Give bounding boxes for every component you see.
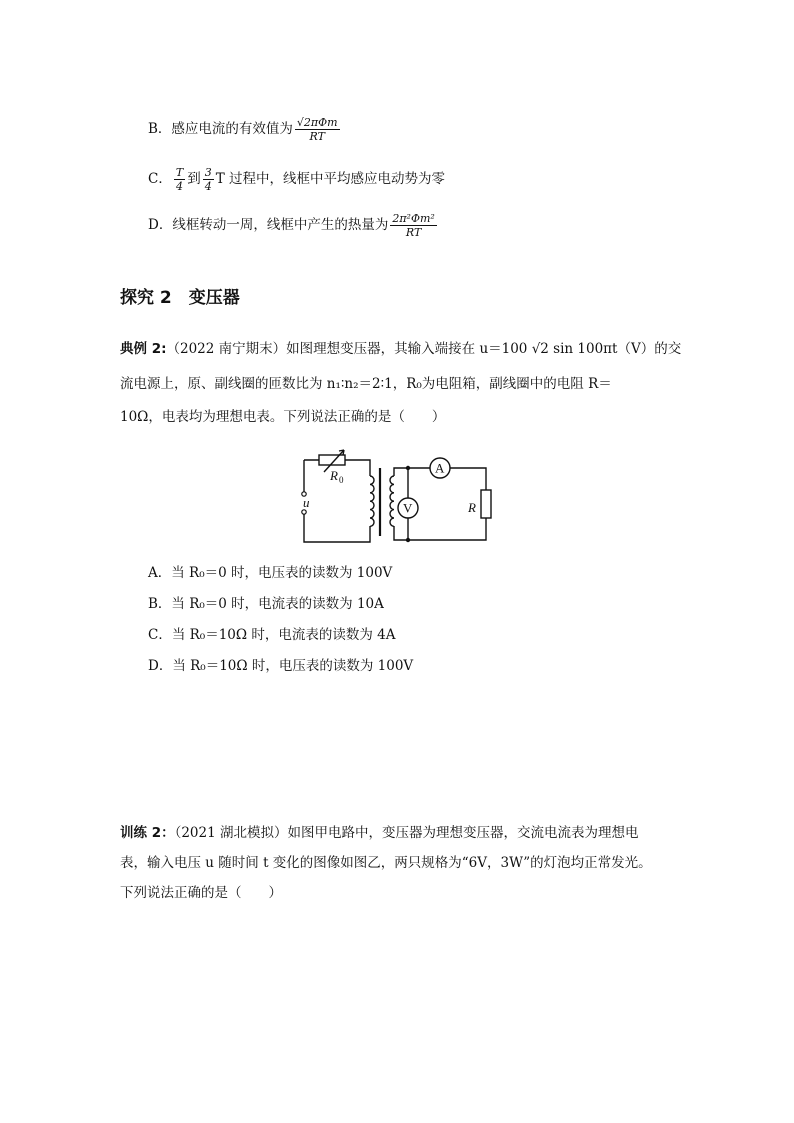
ammeter-label: A — [435, 460, 445, 476]
option-c-mid: 到 — [187, 171, 201, 187]
example-2-label: 典例 2: — [120, 341, 167, 357]
option-b-prev — [148, 116, 342, 143]
example-2-text-1: （2022 南宁期末）如图理想变压器，其输入端接在 u＝100 √2 sin 100πt（V）的交 — [166, 341, 682, 357]
option-c-fraction-2 — [203, 166, 214, 193]
example-2-line-1 — [120, 339, 681, 359]
option-c-label: C． — [148, 171, 172, 187]
r0-subscript: 0 — [339, 475, 344, 485]
section-heading: 探究 2 变压器 — [120, 288, 240, 308]
option-c-fraction-1 — [174, 166, 185, 193]
voltmeter-label: V — [403, 500, 413, 516]
training-2-text-1: （2021 湖北模拟）如图甲电路中，变压器为理想变压器，交流电流表为理想电 — [174, 825, 639, 841]
option-b-text: B．感应电流的有效值为 — [148, 121, 293, 137]
input-terminal-bottom — [302, 510, 306, 514]
junction-dot — [406, 538, 410, 542]
fraction-numerator: 2π²Φm² — [392, 212, 435, 225]
secondary-coil — [390, 476, 394, 526]
fraction-numerator: 3 — [204, 166, 212, 179]
example-2-line-2: 流电源上，原、副线圈的匝数比为 n₁∶n₂＝2∶1，R₀为电阻箱，副线圈中的电阻 R＝ — [120, 376, 612, 392]
secondary-top-wire — [394, 468, 430, 476]
fraction-numerator: √2πΦm — [296, 116, 338, 129]
fraction-numerator: T — [175, 166, 184, 179]
primary-coil — [370, 476, 374, 526]
example-2-option-a: A．当 R₀＝0 时，电压表的读数为 100V — [148, 565, 393, 581]
r0-label: R — [330, 468, 338, 483]
example-2-option-d: D．当 R₀＝10Ω 时，电压表的读数为 100V — [148, 658, 414, 674]
primary-left-wire-bottom — [304, 512, 370, 542]
option-c-prev — [148, 166, 445, 193]
example-2-line-3: 10Ω，电表均为理想电表。下列说法正确的是（ ） — [120, 409, 446, 425]
junction-dot — [406, 466, 410, 470]
training-2-line-2: 表，输入电压 u 随时间 t 变化的图像如图乙，两只规格为“6V，3W”的灯泡均正常发光。 — [120, 855, 652, 871]
training-2-line-3: 下列说法正确的是（ ） — [120, 885, 282, 901]
option-d-fraction — [390, 212, 437, 239]
fraction-denominator: 4 — [204, 180, 212, 193]
example-2-option-b: B．当 R₀＝0 时，电流表的读数为 10A — [148, 596, 384, 612]
fraction-denominator: 4 — [176, 180, 184, 193]
r-label: R — [468, 500, 476, 515]
option-d-prev — [148, 212, 439, 239]
fraction-denominator: RT — [309, 130, 325, 143]
transformer-circuit-diagram — [294, 448, 500, 550]
training-2-line-1 — [120, 823, 639, 843]
training-2-label: 训练 2： — [120, 825, 175, 841]
u-label: u — [303, 495, 310, 510]
secondary-top-right-wire — [450, 468, 486, 490]
option-b-fraction — [295, 116, 340, 143]
r-resistor — [481, 490, 491, 518]
example-2-option-c: C．当 R₀＝10Ω 时，电流表的读数为 4A — [148, 627, 396, 643]
option-d-text: D．线框转动一周，线框中产生的热量为 — [148, 217, 389, 233]
fraction-denominator: RT — [405, 226, 422, 239]
option-c-text: T 过程中，线框中平均感应电动势为零 — [215, 171, 445, 187]
